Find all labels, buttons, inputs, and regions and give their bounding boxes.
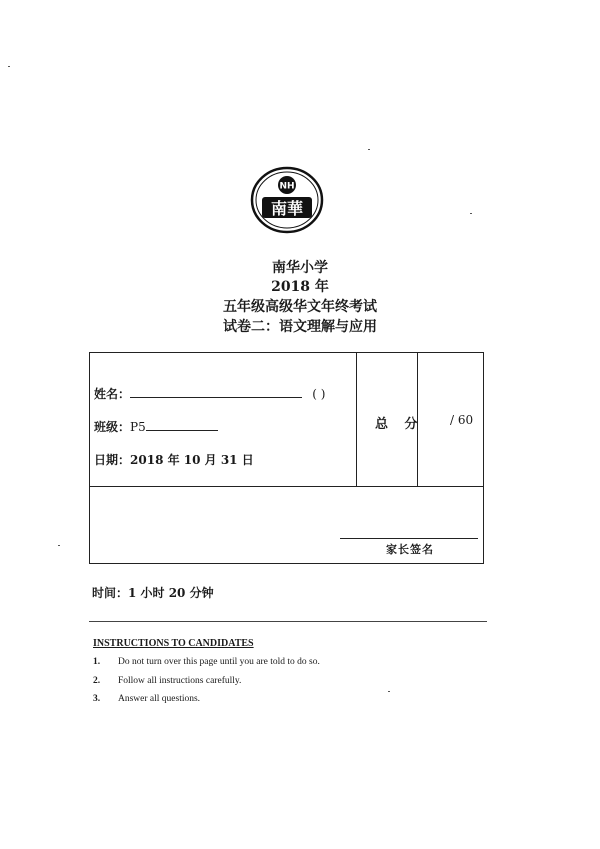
instruction-text: Answer all questions. [118, 694, 201, 704]
name-label: 姓名： [94, 387, 131, 401]
date-value: 2018 年 10 月 31 日 [130, 453, 254, 467]
exam-title: 五年级高级华文年终考试 [223, 299, 377, 315]
class-number-paren: ( ) [312, 387, 326, 401]
box-divider [90, 486, 483, 487]
instruction-number: 3. [93, 694, 101, 704]
school-name: 南华小学 [272, 260, 328, 276]
school-logo [250, 166, 324, 234]
date-label: 日期： [94, 453, 131, 467]
candidate-info-box [89, 352, 484, 564]
parent-signature-label: 家长签名 [386, 543, 434, 556]
instruction-item [93, 694, 200, 704]
logo-name-text: 南華 [270, 199, 304, 218]
divider-rule [89, 621, 487, 622]
name-field[interactable] [94, 385, 325, 402]
scan-speck [8, 66, 10, 67]
scan-speck [470, 213, 472, 214]
scan-speck [388, 691, 390, 692]
name-underline [130, 387, 302, 398]
class-field[interactable] [94, 418, 218, 435]
box-divider [356, 353, 357, 486]
total-score-max: / 60 [450, 413, 474, 427]
paper-title: 试卷二：语文理解与应用 [223, 319, 377, 335]
scan-speck [368, 149, 370, 150]
instruction-number: 1. [93, 657, 101, 667]
class-value: P5 [130, 420, 146, 434]
instruction-item [93, 676, 241, 686]
signature-line[interactable] [340, 538, 478, 539]
date-field [94, 451, 254, 468]
instruction-text: Do not turn over this page until you are told to do so. [118, 657, 320, 667]
class-underline [146, 420, 218, 431]
logo-emblem-text: NH [279, 181, 295, 192]
instruction-text: Follow all instructions carefully. [118, 676, 242, 686]
instruction-number: 2. [93, 676, 101, 686]
scan-speck [58, 545, 60, 546]
instruction-item [93, 657, 320, 667]
exam-duration: 时间：1 小时 20 分钟 [92, 586, 214, 600]
instructions-title: INSTRUCTIONS TO CANDIDATES [93, 638, 254, 649]
class-label: 班级： [94, 420, 131, 434]
exam-year: 2018 年 [271, 279, 329, 295]
total-score-label: 总 分 [375, 417, 424, 432]
